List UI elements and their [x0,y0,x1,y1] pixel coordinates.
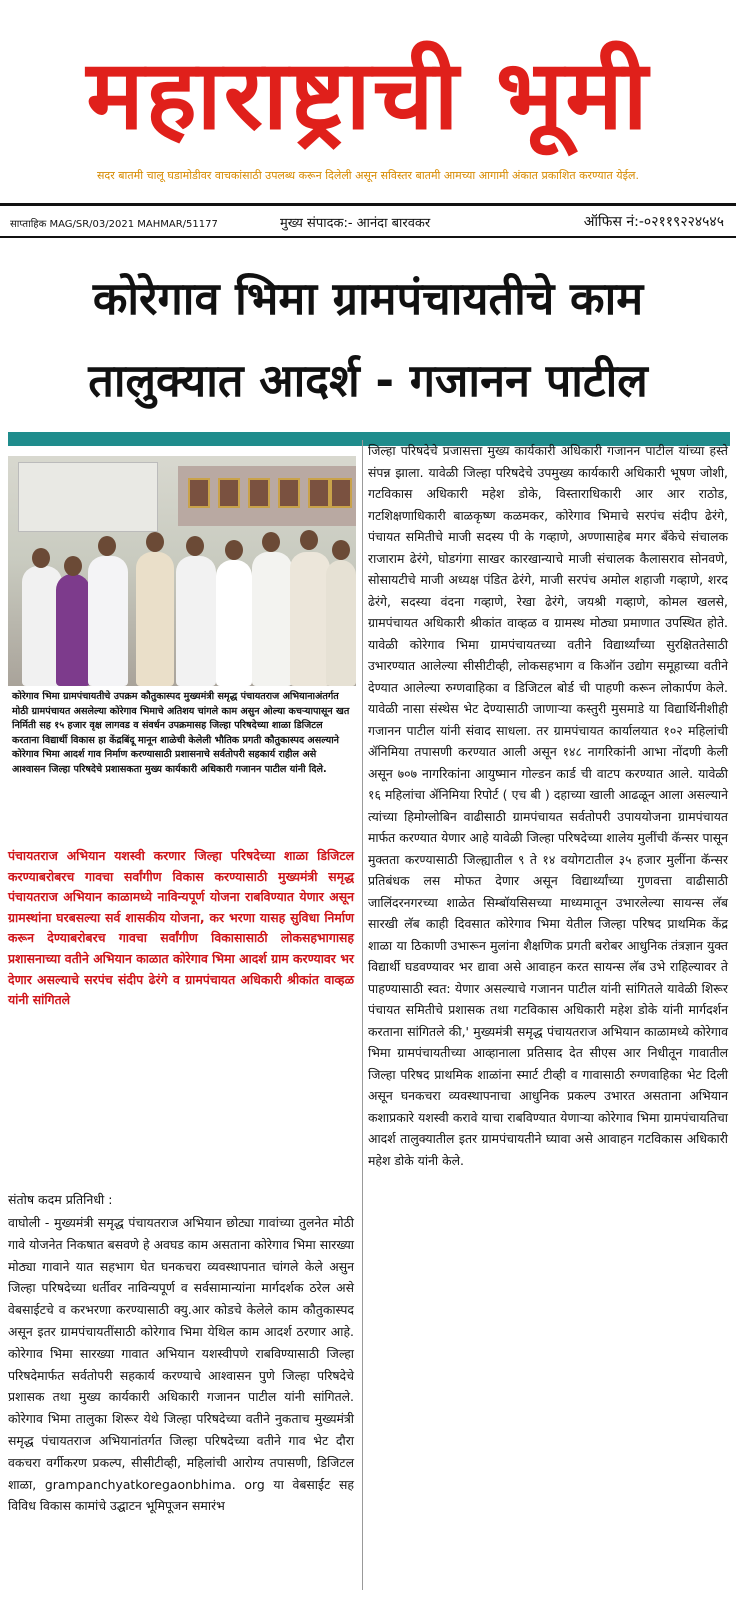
person-figure [326,560,356,686]
person-head [32,548,50,568]
person-head [300,530,318,550]
headline-line-1: कोरेगाव भिमा ग्रामपंचायतीचे काम [92,272,644,325]
person-head [64,556,82,576]
headline [0,258,736,422]
portrait-frame [188,478,210,508]
person-figure [136,552,174,686]
headline-line-2: तालुक्यात आदर्श - गजानन पाटील [88,354,648,407]
column-divider [362,440,363,1590]
bottom-rule [0,236,736,238]
portrait-frame [278,478,300,508]
person-head [146,532,164,552]
person-head [98,536,116,556]
portrait-frame [330,478,352,508]
person-figure [290,552,330,686]
person-head [262,532,280,552]
masthead-tagline: सदर बातमी चालू घडामोडीवर वाचकांसाठी उपलब्ध करून दिलेली असून सविस्तर बातमी आमच्या आगामी अंकात प्रकाशित करण्यात येईल. [97,169,639,182]
person-figure [176,556,216,686]
article-body-right: जिल्हा परिषदेचे प्रजासत्ता मुख्य कार्यकारी अधिकारी गजानन पाटील यांच्या हस्ते संपन्न झाला. यावेळी जिल्हा परिषदेचे उपमुख्य कार्यकारी अधिकारी भूषण जोशी, गटविकास अधिकारी महेश डोके, विस्ताराधिकारी आर आर राठोड, गटशिक्षणाधिकारी बाळकृष्ण कळमकर, कोरेगाव भिमाचे सरपंच संदीप ढेरंगे, पंचायत समितीचे माजी सदस्य पी के गव्हाणे, अण्णासाहेब मगर बँकेचे संचालक राजाराम ढेरंगे, घोडगंगा साखर कारखान्याचे माजी संचालक कैलासराव सोनवणे, सोसायटीचे माजी अध्यक्ष पंडित ढेरंगे, माजी सरपंच अमोल शहाजी गव्हाणे, शरद ढेरंगे, सदस्या वंदना गव्हाणे, रेखा ढेरंगे, जयश्री गव्हाणे, कोमल खलसे, ग्रामपंचायत अधिकारी श्रीकांत वाव्हळ व ग्रामस्थ मोठ्या प्रमाणात उपस्थित होते. यावेळी कोरेगाव भिमा ग्रामपंचायतच्या वतीने विद्यार्थ्यांच्या सुरक्षिततेसाठी उभारण्यात आलेल्या सीसीटीव्ही, लोकसहभाग व किऑन उद्योग समूहाच्या वतीने देण्यात आलेल्या रुग्णवाहिका व डिजिटल बोर्ड ची पाहणी करून लोकार्पण केले. यावेळी नासा संस्थेस भेट देण्यासाठी जाणाऱ्या कस्तुरी मुसमाडे या विद्यार्थिनीशीही गजानन पाटील यांनी संवाद साधला. तर ग्रामपंचायत कार्यालयात १०२ महिलांची ॲनिमिया तपासणी करण्यात आली असून १४८ नागरिकांनी आभा नोंदणी केली असून ७०७ नागरिकांना आयुष्मान गोल्डन कार्ड ची वाटप करण्यात आले. यावेळी १६ महिलांचा ॲनिमिया रिपोर्ट ( एच बी ) दहाच्या खाली आढळून आला असल्याने त्यांच्या हिमोग्लोबिन वाढीसाठी ग्रामपंचायत सर्वतोपरी उपाययोजना ग्रामपंचायत मार्फत करण्यात येणार आहे यावेळी जिल्हा परिषदेच्या शालेय मुलींची कॅन्सर पासून मुक्तता करण्यासाठी जिल्ह्यातील ९ ते १४ वयोगटातील ३५ हजार मुलींना कॅन्सर प्रतिबंधक लस मोफत देणार असून विद्यार्थ्यांच्या गुणवत्ता वाढीसाठी जालिंदरनगरच्या शाळेत सिम्बॉयसिसच्या माध्यमातून उभारलेल्या सायन्स लॅब सारखी लॅब काही दिवसात कोरेगाव भिमा येतील जिल्हा परिषद प्राथमिक केंद्र शाळा या ठिकाणी उभारून मुलांना शैक्षणिक प्रगती बरोबर आधुनिक तंत्रज्ञान युक्त विद्यार्थी घडवण्यावर भर द्यावा असे आवाहन करत सायन्स लॅब उभे राहिल्यावर ते पाहण्यासाठी स्वत: येणार असल्याचे गजानन पाटील यांनी सांगितले यावेळी शिरूर पंचायत समितीचे प्रशासक तथा गटविकास अधिकारी महेश डोके यांनी मार्गदर्शन करताना सांगितले की,' मुख्यमंत्री समृद्ध पंचायतराज अभियान काळामध्ये कोरेगाव भिमा ग्रामपंचायतीच्या आव्हानाला प्रतिसाद देत सीएस आर निधीतून गावातील जिल्हा परिषद प्राथमिक शाळांना स्मार्ट टीव्ही व गावासाठी रुग्णवाहिका भेट दिली असून घनकचरा व्यवस्थापनाचा आधुनिक प्रकल्प उभारत असताना अभियान कशाप्रकारे यशस्वी करावे याचा राबविण्यात येणाऱ्या कोरेगाव भिमा ग्रामपंचायतिचा आदर्श तालुक्यातील इतर ग्रामपंचायतीने घ्यावा असे आवाहन गटविकास अधिकारी महेश डोके यांनी केले. [368,443,728,1168]
article-lead: पंचायतराज अभियान यशस्वी करणार जिल्हा परिषदेच्या शाळा डिजिटल करण्याबरोबरच गावचा सर्वांगीण विकास करण्यासाठी मुख्यमंत्री समृद्ध पंचायतराज अभियान काळामध्ये नाविन्यपूर्ण योजना राबविण्यात येणार असून ग्रामस्थांना घरबसल्या सर्व शासकीय योजना, कर भरणा यासह सुविधा निर्माण करून देण्याबरोबरच गावचा सर्वांगीण विकासासाठी लोकसहभागासह प्रशासनाच्या वतीने अभियान काळात कोरेगाव भिमा आदर्श ग्राम करण्यावर भर देणार असल्याचे सरपंच संदीप ढेरंगे व ग्रामपंचायत अधिकारी श्रीकांत वाव्हळ यांनी सांगितले [8,848,354,1008]
person-figure [88,556,128,686]
top-rule [0,203,736,206]
photo-caption: कोरेगाव भिमा ग्रामपंचायतीचे उपक्रम कौतुकास्पद मुख्यमंत्री समृद्ध पंचायतराज अभियानाअंतर्गत मोठी ग्रामपंचायत असलेल्या कोरेगाव भिमाचे अतिशय चांगले काम असुन ओल्या कचऱ्यापासून खत निर्मिती सह १५ हजार वृक्ष लागवड व संवर्धन उपक्रमासह जिल्हा परिषदेच्या शाळा डिजिटल करताना विद्यार्थी विकास हा केंद्रबिंदू मानून शाळेची केलेली भौतिक प्रगती कौतुकास्पद असल्याने कोरेगाव भिमा आदर्श गाव निर्माण करण्यासाठी प्रशासनाचे सर्वतोपरी सहकार्य राहील असे आश्वासन जिल्हा परिषदेचे प्रशासकता मुख्य कार्यकारी अधिकारी गजानन पाटील यांनी दिले. [12,691,350,775]
portrait-frame [218,478,240,508]
masthead-title: महाराष्ट्राची भूमी [86,39,650,151]
event-photo [8,456,356,686]
chief-editor: मुख्य संपादक:- आनंदा बारवकर [280,216,431,231]
portrait-frame [308,478,330,508]
registration-number: साप्ताहिक MAG/SR/03/2021 MAHMAR/51177 [10,219,218,230]
office-number: ऑफिस नं:-०२११९२२४५४५ [583,214,724,230]
portrait-frame [248,478,270,508]
person-figure [216,560,252,686]
notice-board [18,462,158,532]
masthead [0,0,736,205]
person-figure [56,574,90,686]
person-figure [252,552,292,686]
person-head [186,536,204,556]
article-byline: संतोष कदम प्रतिनिधी : [8,1192,113,1207]
article-body-left: वाघोली - मुख्यमंत्री समृद्ध पंचायतराज अभियान छोट्या गावांच्या तुलनेत मोठी गावे योजनेत निकषात बसवणे हे अवघड काम असताना कोरेगाव भिमा सारख्या मोठ्या गावाने यात सहभाग घेत घनकचरा व्यवस्थापनात चांगले केले असुन जिल्हा परिषदेच्या धर्तीवर नाविन्यपूर्ण व सर्वसामान्यांना मार्गदर्शक ठरेल असे वेबसाईटचे व करभरणा करण्यासाठी क्यु.आर कोडचे केलेले काम कौतुकास्पद असून इतर ग्रामपंचायतींसाठी कोरेगाव भिमा येथिल काम आदर्श ठरणार आहे. कोरेगाव भिमा सारख्या गावात अभियान यशस्वीपणे राबविण्यासाठी जिल्हा परिषदेमार्फत सर्वतोपरी सहकार्य करण्याचे आश्वासन पुणे जिल्हा परिषदेचे प्रशासक तथा मुख्य कार्यकारी अधिकारी गजानन पाटील यांनी सांगितले. कोरेगाव भिमा तालुका शिरूर येथे जिल्हा परिषदेच्या वतीने नुकताच मुख्यमंत्री समृद्ध पंचायतराज अभियानांतर्गत जिल्हा परिषदेच्या वतीने गाव भेट दौरा वकचरा वर्गीकरण प्रकल्प, सीसीटीव्ही, महिलांची आरोग्य तपासणी, डिजिटल शाळा, grampanchyatkoregaonbhima. org या वेबसाईट सह विविध विकास कामांचे उद्घाटन भूमिपूजन समारंभ [8,1215,354,1514]
person-head [332,540,350,560]
person-head [225,540,243,560]
info-bar [0,212,736,234]
